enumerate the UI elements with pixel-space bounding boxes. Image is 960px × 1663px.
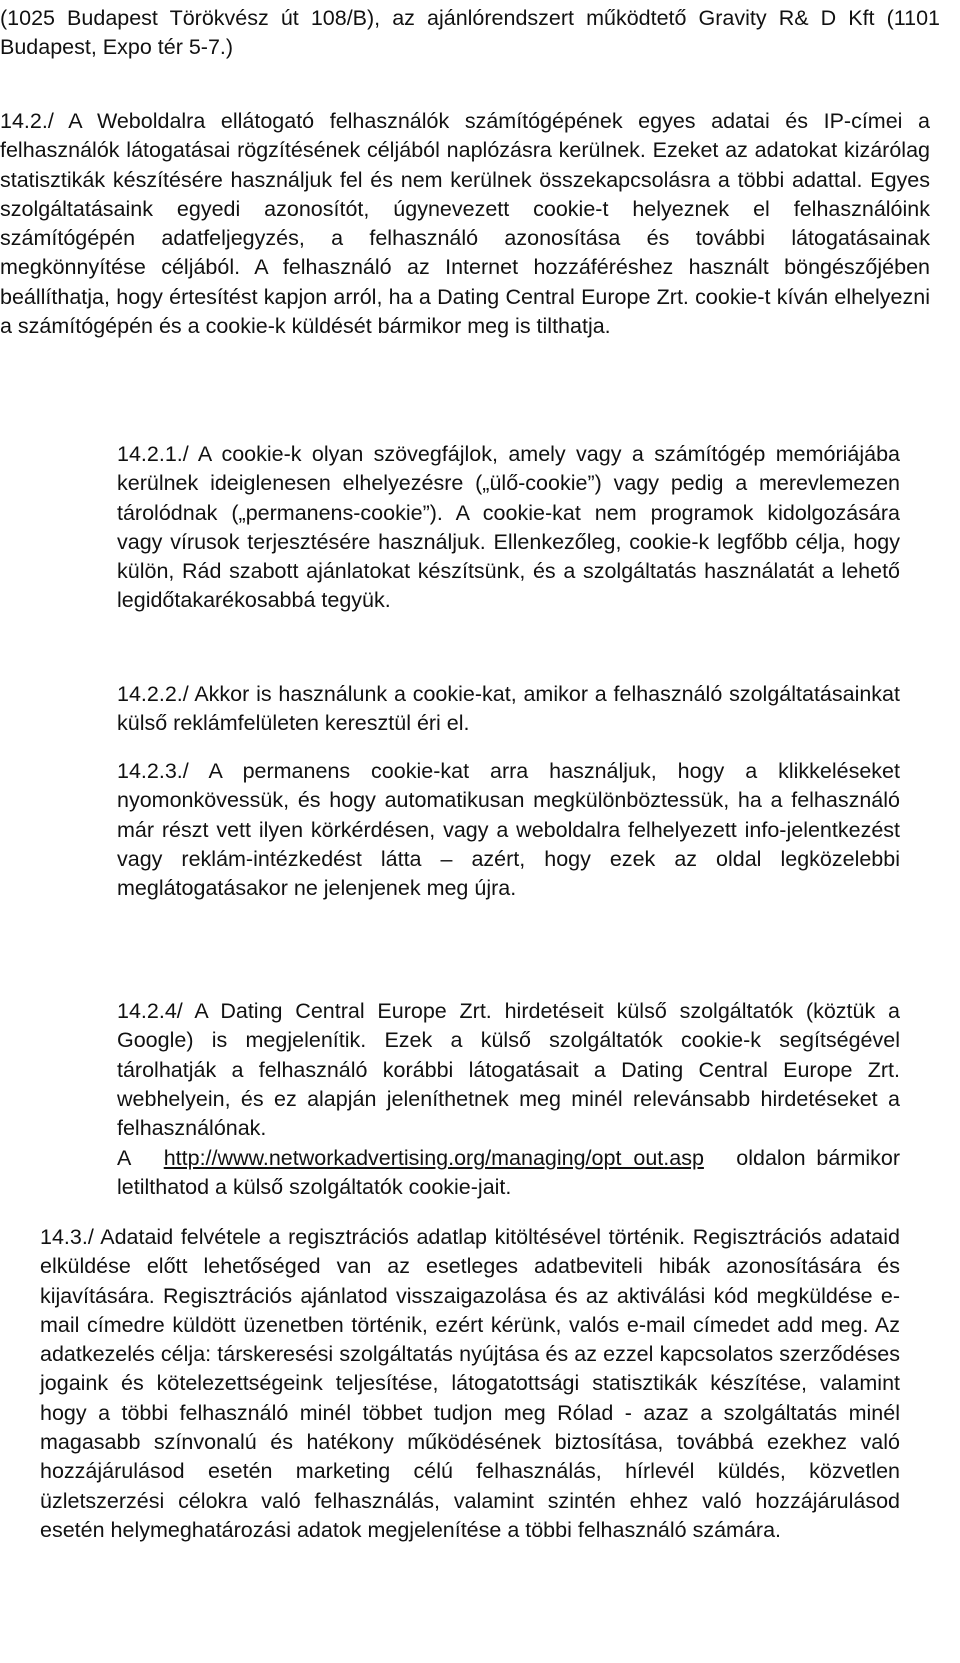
- section-14-2-1-paragraph: 14.2.1./ A cookie-k olyan szövegfájlok, amely vagy a számítógép memóriájába kerülnek ideiglenesen elhelyezésre („ülő-cookie”) vagy pedig a merevlemezen tárolódnak („permanens-cookie”). A cookie-kat nem programok kidolgozására vagy vírusok terjesztésére használjuk. Ellenkezőleg, cookie-k legfőbb célja, hogy külön, Rád szabott ajánlatokat készítsünk, és a szolgáltatás használatát a lehető legidőtakarékosabbá tegyük.: [117, 442, 900, 613]
- section-14-3-paragraph: 14.3./ Adataid felvétele a regisztrációs adatlap kitöltésével történik. Regisztrációs adataid elküldése előtt lehetőséged van az esetleges adatbeviteli hibák azonosítására és kijavítására. Regisztrációs ajánlatod visszaigazolása és az aktiválási kód megküldése e-mail címedre küldött üzenetben történik, ezért kérünk, valós e-mail címedet add meg. Az adatkezelés célja: társkeresési szolgáltatás nyújtása és az ezzel kapcsolatos szerződéses jogaink és kötelezettségeink teljesítése, látogatottsági statisztikák készítése, valamint hogy a többi felhasználó minél többet tudjon meg Rólad - azaz a szolgáltatás minél magasabb színvonalú és hatékony működésének biztosítása, továbbá ezekhez való hozzájárulásod esetén marketing célú felhasználás, hírlevél küldés, közvetlen üzletszerzési célokra való felhasználás, valamint szintén ehhez való hozzájárulásod esetén helymeghatározási adatok megjelenítése a többi felhasználó számára.: [40, 1225, 900, 1542]
- section-14-2-paragraph: 14.2./ A Weboldalra ellátogató felhasználók számítógépének egyes adatai és IP-címei a felhasználók látogatásai rögzítésének céljából naplózásra kerülnek. Ezeket az adatokat kizárólag statisztikák készítésére használjuk fel és nem kerülnek összekapcsolásra a többi adattal. Egyes szolgáltatásaink egyedi azonosítót, úgynevezett cookie-t helyeznek el felhasználóink számítógépén adatfeljegyzés, a felhasználó azonosítása és további látogatásainak megkönnyítése céljából. A felhasználó az Internet hozzáféréshez használt böngészőjében beállíthatja, hogy értesítést kapjon arról, ha a Dating Central Europe Zrt. cookie-t kíván elhelyezni a számítógépén és a cookie-k küldését bármikor meg is tilthatja.: [0, 109, 930, 339]
- section-14-2-2-paragraph: 14.2.2./ Akkor is használunk a cookie-kat, amikor a felhasználó szolgáltatásainkat külső reklámfelületen keresztül éri el.: [117, 682, 900, 736]
- optout-prefix: A: [117, 1146, 132, 1170]
- optout-paragraph: [117, 1144, 900, 1203]
- intro-paragraph: (1025 Budapest Törökvész út 108/B), az ajánlórendszert működtető Gravity R& D Kft (1101 Budapest, Expo tér 5-7.): [0, 6, 940, 60]
- optout-suffix: oldalon bármikor letilthatod a külső szolgáltatók cookie-jait.: [117, 1146, 901, 1200]
- section-14-2-4-paragraph: 14.2.4/ A Dating Central Europe Zrt. hirdetéseit külső szolgáltatók (köztük a Google) is megjelenítik. Ezek a külső szolgáltatók cookie-k segítségével tárolhatják a felhasználó korábbi látogatásait a Dating Central Europe Zrt. webhelyein, és ez alapján jeleníthetnek meg minél relevánsabb hirdetéseket a felhasználónak.: [117, 999, 900, 1141]
- optout-link[interactable]: http://www.networkadvertising.org/managing/opt_out.asp: [163, 1146, 704, 1170]
- section-14-2-3-paragraph: 14.2.3./ A permanens cookie-kat arra használjuk, hogy a klikkeléseket nyomonkövessük, és hogy automatikusan megkülönböztessük, ha a felhasználó már részt vett ilyen körkérdésen, vagy a weboldalra felhelyezett info-jelentkezést vagy reklám-intézkedést látta – azért, hogy ezek az oldal legközelebbi meglátogatásakor ne jelenjenek meg újra.: [117, 759, 900, 901]
